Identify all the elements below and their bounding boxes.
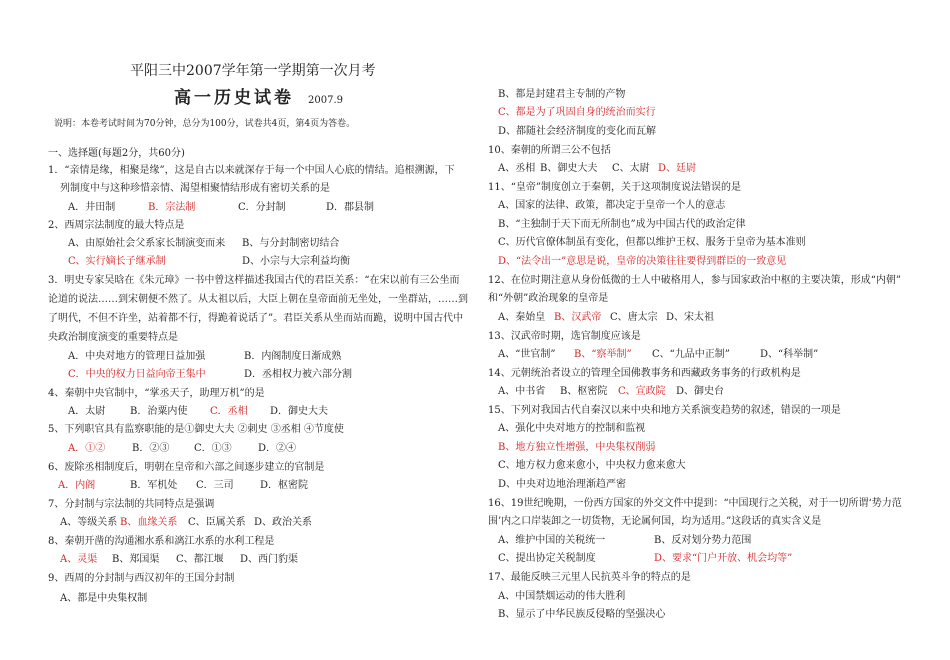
q4-option-c[interactable]: C．丞相 [210, 406, 248, 417]
q2-option-d[interactable]: D、小宗与大宗利益均衡 [242, 256, 351, 267]
q9-option-b[interactable]: B、都是封建君主专制的产物 [498, 89, 626, 100]
q1-options [68, 201, 374, 215]
q15-option-a[interactable]: A、强化中央对地方的控制和监视 [498, 423, 646, 434]
q7-option-a[interactable]: A、等级关系 [60, 517, 118, 528]
q7-stem: 7、分封制与宗法制的共同特点是强调 [48, 499, 215, 510]
q15-option-b[interactable]: B、地方独立性增强，中央集权削弱 [498, 442, 656, 453]
q11-stem: 11、“皇帝”制度创立于秦朝，关于这项制度说法错误的是 [488, 182, 741, 193]
q8-option-b[interactable]: B、郑国渠 [112, 554, 160, 565]
q16-option-b[interactable]: B、反对划分势力范围 [654, 535, 752, 546]
q3-options-ab [68, 350, 341, 364]
q1-option-c[interactable]: C．分封制 [238, 202, 286, 213]
q2-option-a[interactable]: A、由原始社会父系家长制演变而来 [68, 238, 226, 249]
q10-options [498, 162, 696, 176]
q8-stem: 8、秦朝开凿的沟通湘水系和漓江水系的水利工程是 [48, 536, 275, 547]
q4-option-a[interactable]: A．太尉 [68, 406, 106, 417]
exam-title-text: 高一历史试卷 [174, 88, 294, 108]
q14-option-b[interactable]: B、枢密院 [560, 386, 608, 397]
q16-options-cd [498, 552, 792, 566]
q7-option-b[interactable]: B、血缘关系 [120, 517, 178, 528]
school-title: 平阳三中2007学年第一学期第一次月考 [130, 63, 376, 79]
q14-options [498, 385, 724, 399]
section-title: 一、选择题(每题2分，共60分) [48, 148, 185, 159]
q10-stem: 10、秦朝的所谓三公不包括 [488, 145, 611, 156]
q16-option-d[interactable]: D、要求“门户开放、机会均等” [654, 553, 793, 564]
q9-option-c[interactable]: C、都是为了巩固自身的统治而实行 [498, 107, 656, 118]
q17-option-b[interactable]: B、显示了中华民族反侵略的坚强决心 [498, 609, 666, 620]
q13-options [498, 348, 818, 362]
q7-options [60, 516, 312, 530]
q3-line4: 央政治制度演变的重要特点是 [48, 332, 178, 343]
q6-option-c[interactable]: C．三司 [196, 480, 234, 491]
q2-option-c[interactable]: C、实行嫡长子继承制 [68, 256, 166, 267]
q1-option-a[interactable]: A．井田制 [68, 202, 116, 213]
q6-option-a[interactable]: A．内阁 [58, 480, 96, 491]
q8-option-d[interactable]: D、西门豹渠 [240, 554, 299, 565]
q14-stem: 14、元朝统治者设立的管理全国佛教事务和西藏政务事务的行政机构是 [488, 368, 801, 379]
q10-option-a[interactable]: A、丞相 [498, 163, 536, 174]
q10-option-c[interactable]: C、太尉 [612, 163, 650, 174]
q9-stem: 9、西周的分封制与西汉初年的王国分封制 [48, 573, 235, 584]
q16-option-a[interactable]: A、维护中国的关税统一 [498, 535, 606, 546]
q9-option-d[interactable]: D、都随社会经济制度的变化而瓦解 [498, 126, 657, 137]
q13-option-c[interactable]: C、“九品中正制” [652, 349, 730, 360]
q1-line2: 列制度中与这种珍惜亲情、渴望相聚情结形成有密切关系的是 [60, 183, 330, 194]
q14-option-a[interactable]: A、中书省 [498, 386, 546, 397]
q10-option-b[interactable]: B、御史大夫 [540, 163, 598, 174]
exam-date: 2007.9 [308, 95, 343, 106]
q12-option-d[interactable]: D、宋太祖 [666, 312, 715, 323]
q10-option-d[interactable]: D、廷尉 [658, 163, 697, 174]
q1-option-d[interactable]: D．郡县制 [326, 202, 375, 213]
q7-option-d[interactable]: D、政治关系 [254, 517, 313, 528]
q5-option-b[interactable]: B．②③ [132, 443, 170, 454]
q5-stem: 5、下列职官具有监察职能的是①御史大夫 ②刺史 ③丞相 ④节度使 [48, 424, 344, 435]
q2-stem: 2、西周宗法制度的最大特点是 [48, 220, 185, 231]
q3-options-cd [68, 368, 352, 382]
exam-note: 说明：本卷考试时间为70分钟，总分为100分，试卷共4页，第4页为答卷。 [54, 119, 356, 129]
q6-stem: 6、废除丞相制度后，明朝在皇帝和六部之间逐步建立的官制是 [48, 462, 325, 473]
q13-stem: 13、汉武帝时期，选官制度应该是 [488, 331, 641, 342]
q4-option-d[interactable]: D．御史大夫 [270, 406, 329, 417]
q6-option-b[interactable]: B．军机处 [130, 480, 178, 491]
q16-line2: 围’内之口岸装卸之一切货物，无论属何国，均为适用。”这段话的真实含义是 [488, 516, 822, 527]
q15-option-d[interactable]: D、中央对边地治理渐趋严密 [498, 479, 627, 490]
q12-option-c[interactable]: C、唐太宗 [610, 312, 658, 323]
q16-line1: 16、19世纪晚期，一份西方国家的外交文件中提到：“中国现行之关税，对于一切所谓‘势力范 [488, 498, 902, 509]
q11-option-a[interactable]: A、国家的法律、政策，都决定于皇帝一个人的意志 [498, 200, 726, 211]
q9-option-a[interactable]: A、都是中央集权制 [60, 593, 148, 604]
q2-option-b[interactable]: B、与分封制密切结合 [242, 238, 340, 249]
q6-option-d[interactable]: D．枢密院 [260, 480, 309, 491]
q12-line2: 和“外朝”政治现象的皇帝是 [488, 293, 609, 304]
q3-line1: 3．明史专家吴晗在《朱元璋》一书中曾这样描述我国古代的君臣关系：“在宋以前有三公坐而 [48, 275, 460, 286]
exam-title [174, 88, 343, 111]
q12-line1: 12、在位时期注意从身份低微的士人中破格用人，参与国家政治中枢的主要决策，形成“内朝” [488, 275, 901, 286]
q11-option-c[interactable]: C、历代官僚体制虽有变化，但都以维护王权、服务于皇帝为基本准则 [498, 237, 806, 248]
q12-option-a[interactable]: A、秦始皇 [498, 312, 546, 323]
q8-option-a[interactable]: A、灵渠 [60, 554, 98, 565]
q13-option-b[interactable]: B、“察举制” [574, 349, 632, 360]
q5-options [68, 442, 296, 456]
q1-line1: 1．“亲情是缘，相聚是缘”，这是自古以来就深存于每一个中国人心底的情结。追根溯源，下 [48, 165, 455, 176]
q3-line3: 了明代，不但不许坐，站着都不行，得跪着说话了”。君臣关系从坐而站而跪，说明中国古代中 [48, 313, 464, 324]
q5-option-a[interactable]: A．①② [68, 443, 106, 454]
q13-option-d[interactable]: D、“科举制” [760, 349, 819, 360]
q3-option-b[interactable]: B．内阁制度日渐成熟 [244, 351, 342, 362]
q17-option-a[interactable]: A、中国禁烟运动的伟大胜利 [498, 591, 626, 602]
q6-options [58, 479, 308, 493]
q17-stem: 17、最能反映三元里人民抗英斗争的特点的是 [488, 572, 691, 583]
q12-options [498, 311, 714, 325]
q3-line2: 论道的说法……到宋朝便不然了。从太祖以后，大臣上朝在皇帝面前无坐处，一坐群站，……到 [48, 294, 468, 305]
q8-options [60, 553, 298, 567]
q16-option-c[interactable]: C、提出协定关税制度 [498, 553, 596, 564]
q11-option-d[interactable]: D、“法令出一”意思是说，皇帝的决策往往要得到群臣的一致意见 [498, 256, 787, 267]
q3-option-d[interactable]: D．丞相权力被六部分割 [244, 369, 353, 380]
q13-option-a[interactable]: A、“世官制” [498, 349, 556, 360]
q16-options-ab [498, 534, 751, 548]
q5-option-c[interactable]: C．①③ [194, 443, 232, 454]
q3-option-a[interactable]: A．中央对地方的管理日益加强 [68, 351, 206, 362]
q8-option-c[interactable]: C、都江堰 [176, 554, 224, 565]
q7-option-c[interactable]: C、臣属关系 [188, 517, 246, 528]
q14-option-d[interactable]: D、御史台 [676, 386, 725, 397]
q15-option-c[interactable]: C、地方权力愈来愈小，中央权力愈来愈大 [498, 460, 686, 471]
q4-stem: 4、秦朝中央官制中，“掌丞天子，助理万机”的是 [48, 388, 265, 399]
q3-option-c[interactable]: C．中央的权力日益向帝王集中 [68, 369, 206, 380]
q4-option-b[interactable]: B．治粟内使 [130, 406, 188, 417]
q5-option-d[interactable]: D．②④ [258, 443, 297, 454]
q11-option-b[interactable]: B、“主独制于天下而无所制也”成为中国古代的政治定律 [498, 219, 746, 230]
q1-option-b[interactable]: B．宗法制 [148, 202, 196, 213]
q15-stem: 15、下列对我国古代自秦汉以来中央和地方关系演变趋势的叙述，错误的一项是 [488, 405, 841, 416]
q12-option-b[interactable]: B、汉武帝 [554, 312, 602, 323]
q2-options-cd [68, 255, 350, 269]
q4-options [68, 405, 328, 419]
q2-options-ab [68, 237, 339, 251]
q14-option-c[interactable]: C、宣政院 [618, 386, 666, 397]
